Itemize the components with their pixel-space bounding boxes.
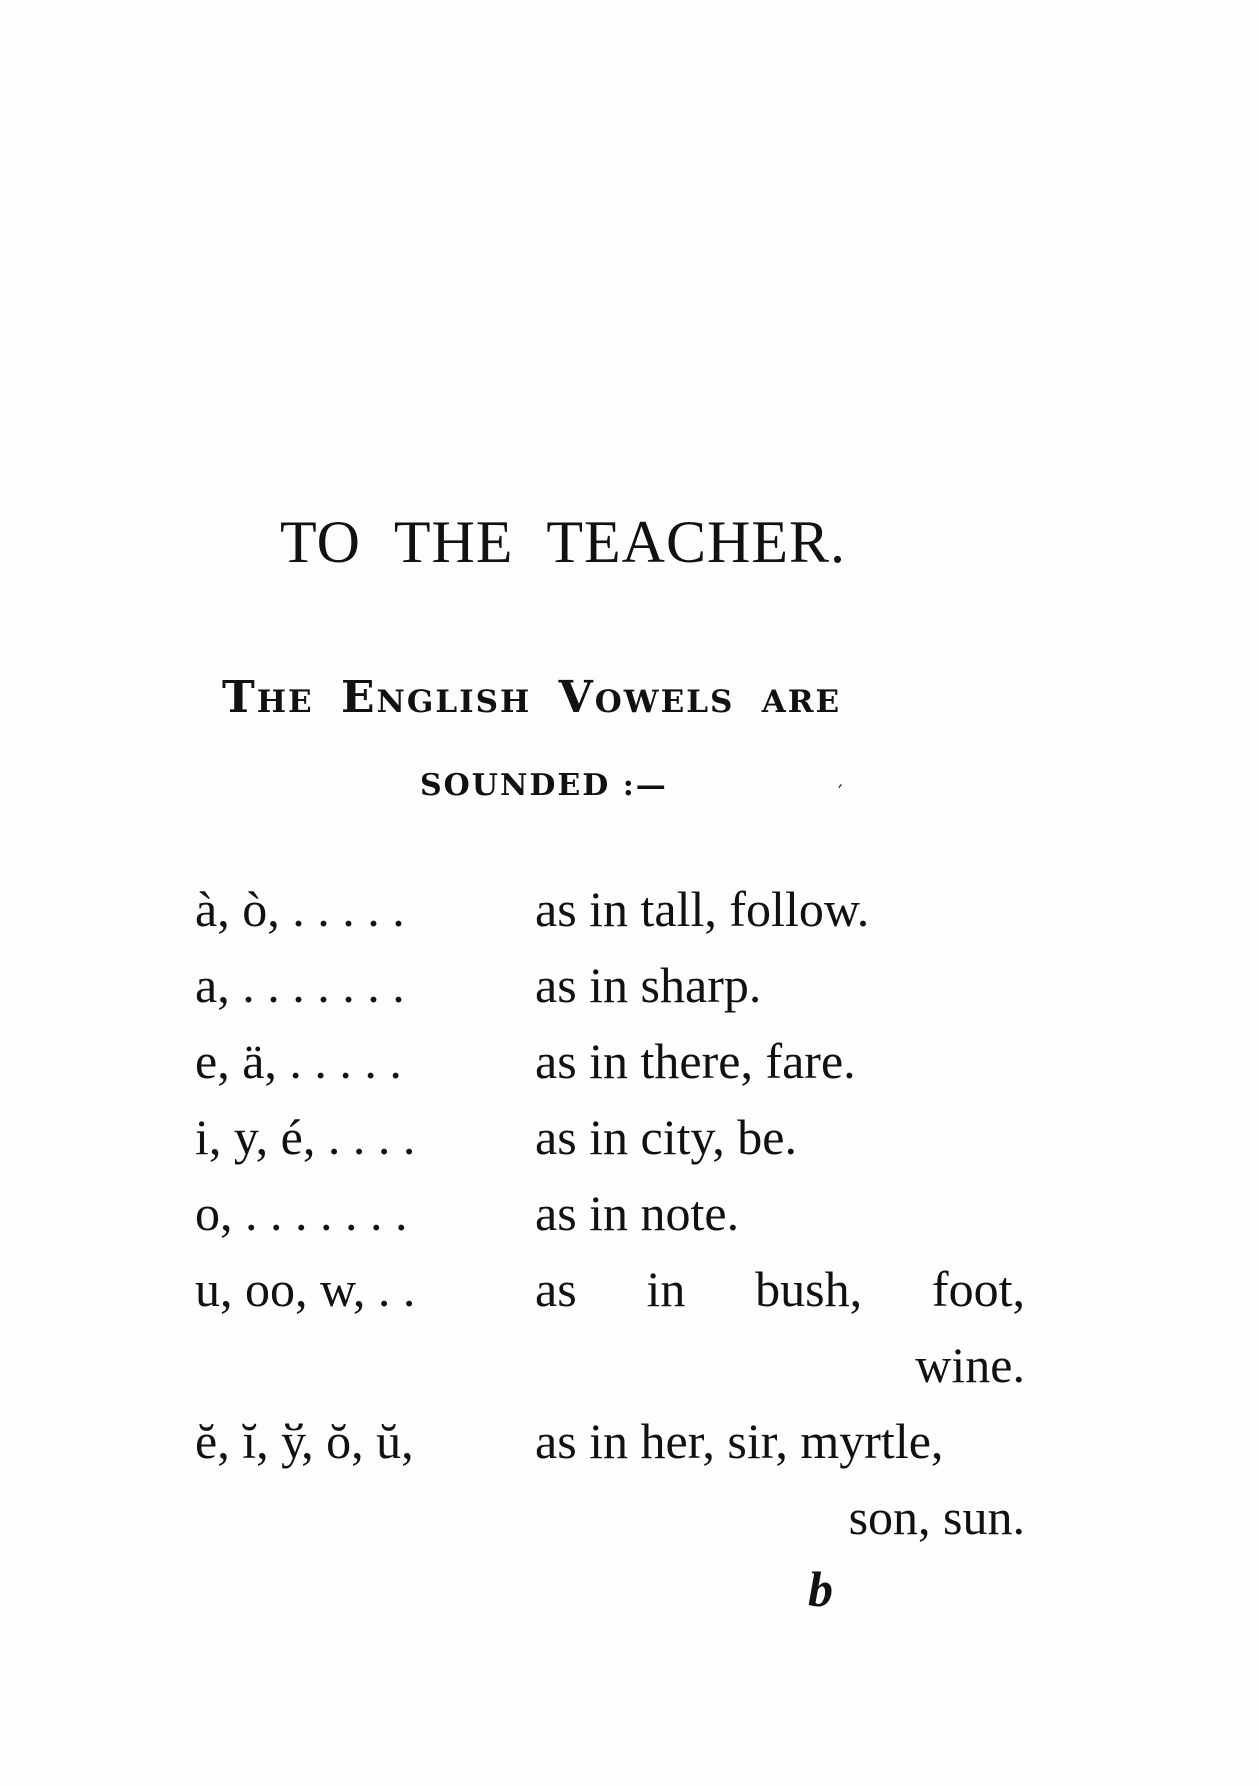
vowel-description: as in city, be. xyxy=(535,1109,797,1165)
vowel-letters: u, oo, w, . . xyxy=(195,1261,416,1317)
vowel-row-continuation xyxy=(195,1336,1025,1412)
vowel-description: as in sharp. xyxy=(535,957,762,1013)
page-title: TO THE TEACHER. xyxy=(280,509,847,575)
vowel-row xyxy=(195,956,1025,1032)
vowel-row xyxy=(195,1184,1025,1260)
vowel-letters: o, . . . . . . . xyxy=(195,1185,408,1241)
vowel-description: as in note. xyxy=(535,1185,740,1241)
vowel-letters: a, . . . . . . . xyxy=(195,957,405,1013)
vowel-row xyxy=(195,880,1025,956)
vowel-description xyxy=(535,1260,1025,1318)
vowel-row xyxy=(195,1412,1025,1488)
description-word: foot, xyxy=(931,1261,1025,1317)
vowel-description: as in tall, follow. xyxy=(535,881,870,937)
signature-mark: b xyxy=(808,1561,833,1617)
subtitle-line-2: SOUNDED :— xyxy=(420,768,668,803)
vowel-letters: e, ä, . . . . . xyxy=(195,1033,402,1089)
vowel-description: as in her, sir, myrtle, xyxy=(535,1413,944,1469)
vowel-letters: i, y, é, . . . . xyxy=(195,1109,416,1165)
description-word: as xyxy=(535,1261,577,1317)
vowel-letters: ĕ, ĭ, ў, ŏ, ŭ, xyxy=(195,1413,414,1469)
description-word: in xyxy=(646,1261,686,1317)
vowel-description: as in there, fare. xyxy=(535,1033,856,1089)
vowel-letters: à, ò, . . . . . xyxy=(195,881,405,937)
subtitle-line-1: The English Vowels are xyxy=(222,672,842,723)
description-word: bush, xyxy=(755,1261,863,1317)
vowel-row xyxy=(195,1260,1025,1336)
stray-mark: ′ xyxy=(838,780,843,804)
continuation-text: wine. xyxy=(915,1337,1025,1393)
continuation-text: son, sun. xyxy=(848,1489,1025,1545)
vowel-row-continuation xyxy=(195,1488,1025,1564)
vowel-row xyxy=(195,1108,1025,1184)
vowel-row xyxy=(195,1032,1025,1108)
vowel-table xyxy=(195,880,1025,1564)
